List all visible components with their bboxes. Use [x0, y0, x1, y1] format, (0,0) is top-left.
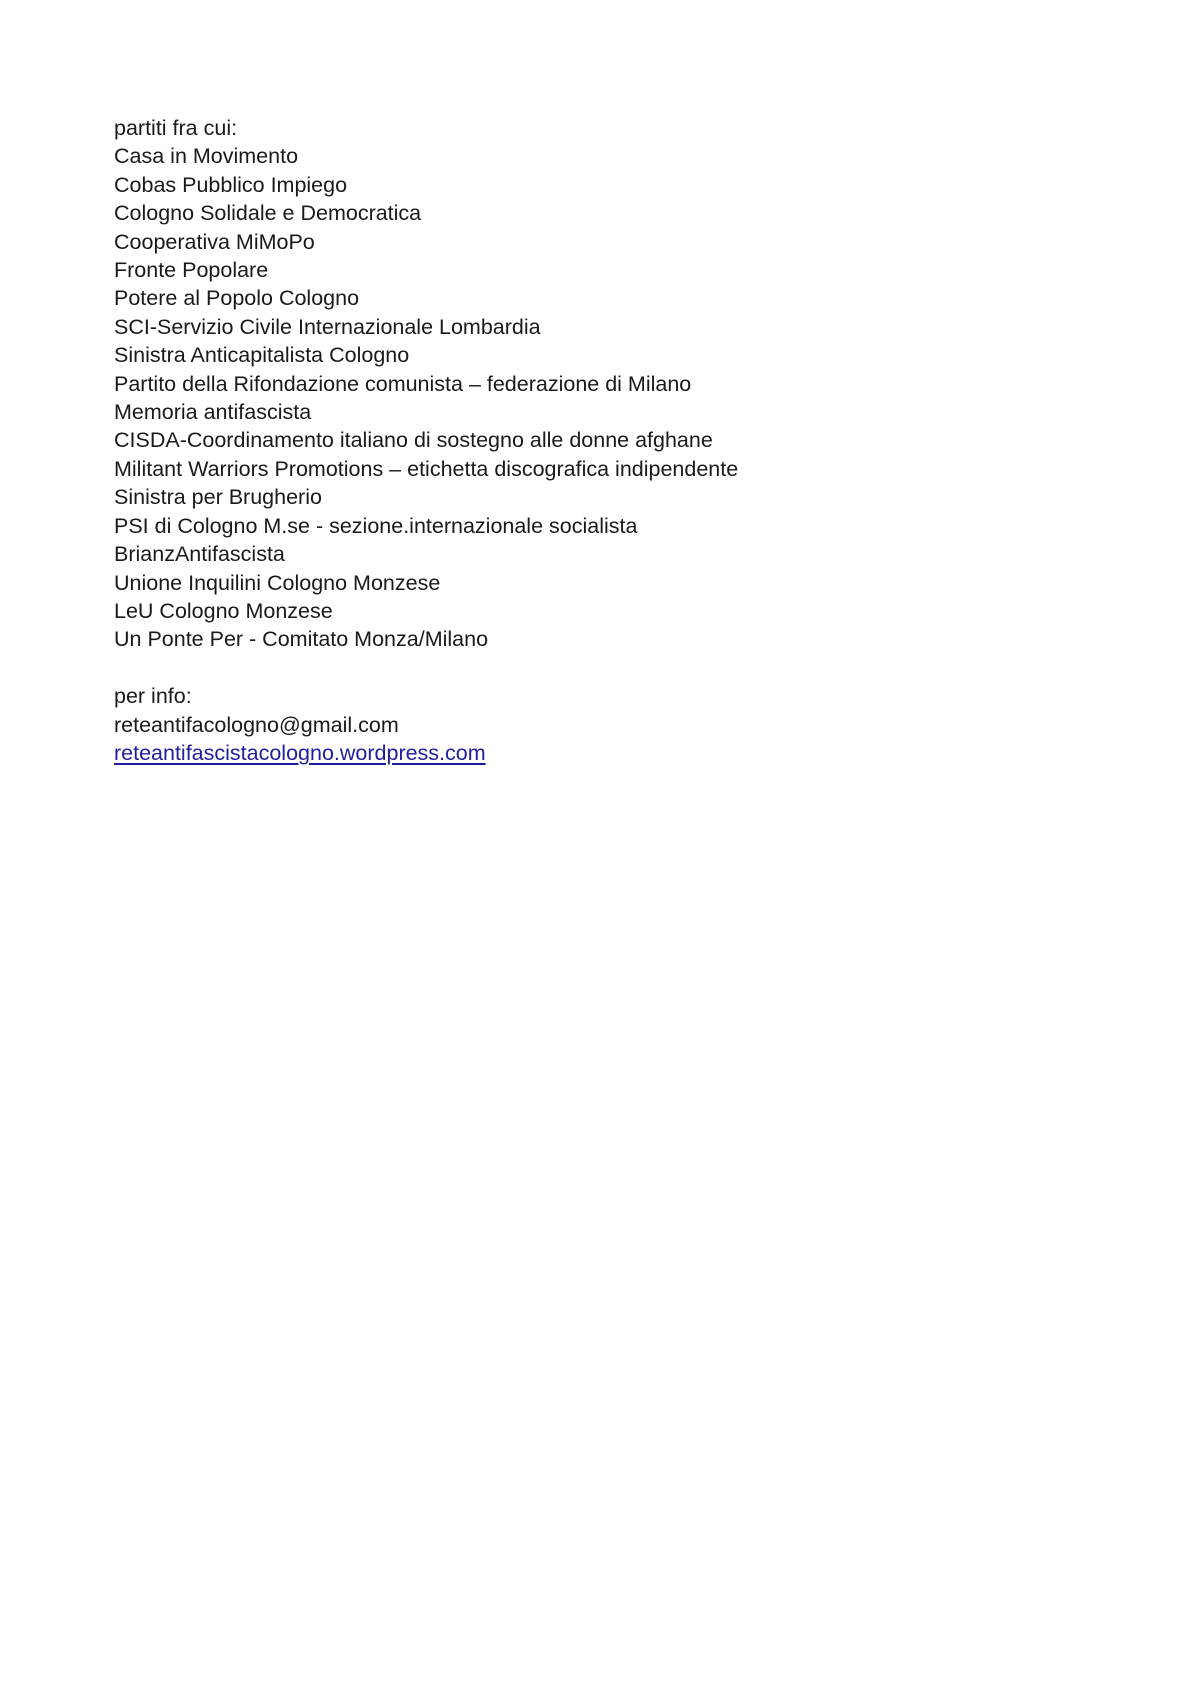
organization-item: Partito della Rifondazione comunista – federazione di Milano [114, 371, 692, 396]
paragraph-spacer [114, 654, 1074, 682]
document-body [114, 114, 1074, 767]
contact-email: reteantifacologno@gmail.com [114, 712, 399, 737]
organization-list [114, 142, 1074, 653]
organization-item: Militant Warriors Promotions – etichetta discografica indipendente [114, 456, 739, 481]
organization-item: Cooperativa MiMoPo [114, 229, 315, 254]
organization-item: Casa in Movimento [114, 144, 299, 169]
organization-item: Cologno Solidale e Democratica [114, 201, 422, 226]
organization-item: Memoria antifascista [114, 400, 312, 425]
organization-item: Sinistra per Brugherio [114, 485, 322, 510]
organization-item: Fronte Popolare [114, 258, 269, 283]
organization-item: LeU Cologno Monzese [114, 598, 333, 623]
organization-item: BrianzAntifascista [114, 542, 285, 567]
organization-item: PSI di Cologno M.se - sezione.internazionale socialista [114, 513, 638, 538]
organization-item: Cobas Pubblico Impiego [114, 172, 348, 197]
info-label: per info: [114, 684, 192, 709]
website-link[interactable]: reteantifascistacologno.wordpress.com [114, 740, 486, 765]
organization-item: SCI-Servizio Civile Internazionale Lombardia [114, 314, 541, 339]
organization-item: Un Ponte Per - Comitato Monza/Milano [114, 627, 489, 652]
contact-info [114, 682, 1074, 767]
organization-item: Unione Inquilini Cologno Monzese [114, 570, 441, 595]
organization-item: Potere al Popolo Cologno [114, 286, 360, 311]
organization-item: CISDA-Coordinamento italiano di sostegno alle donne afghane [114, 428, 713, 453]
intro-text: partiti fra cui: [114, 116, 238, 140]
organization-item: Sinistra Anticapitalista Cologno [114, 343, 410, 368]
